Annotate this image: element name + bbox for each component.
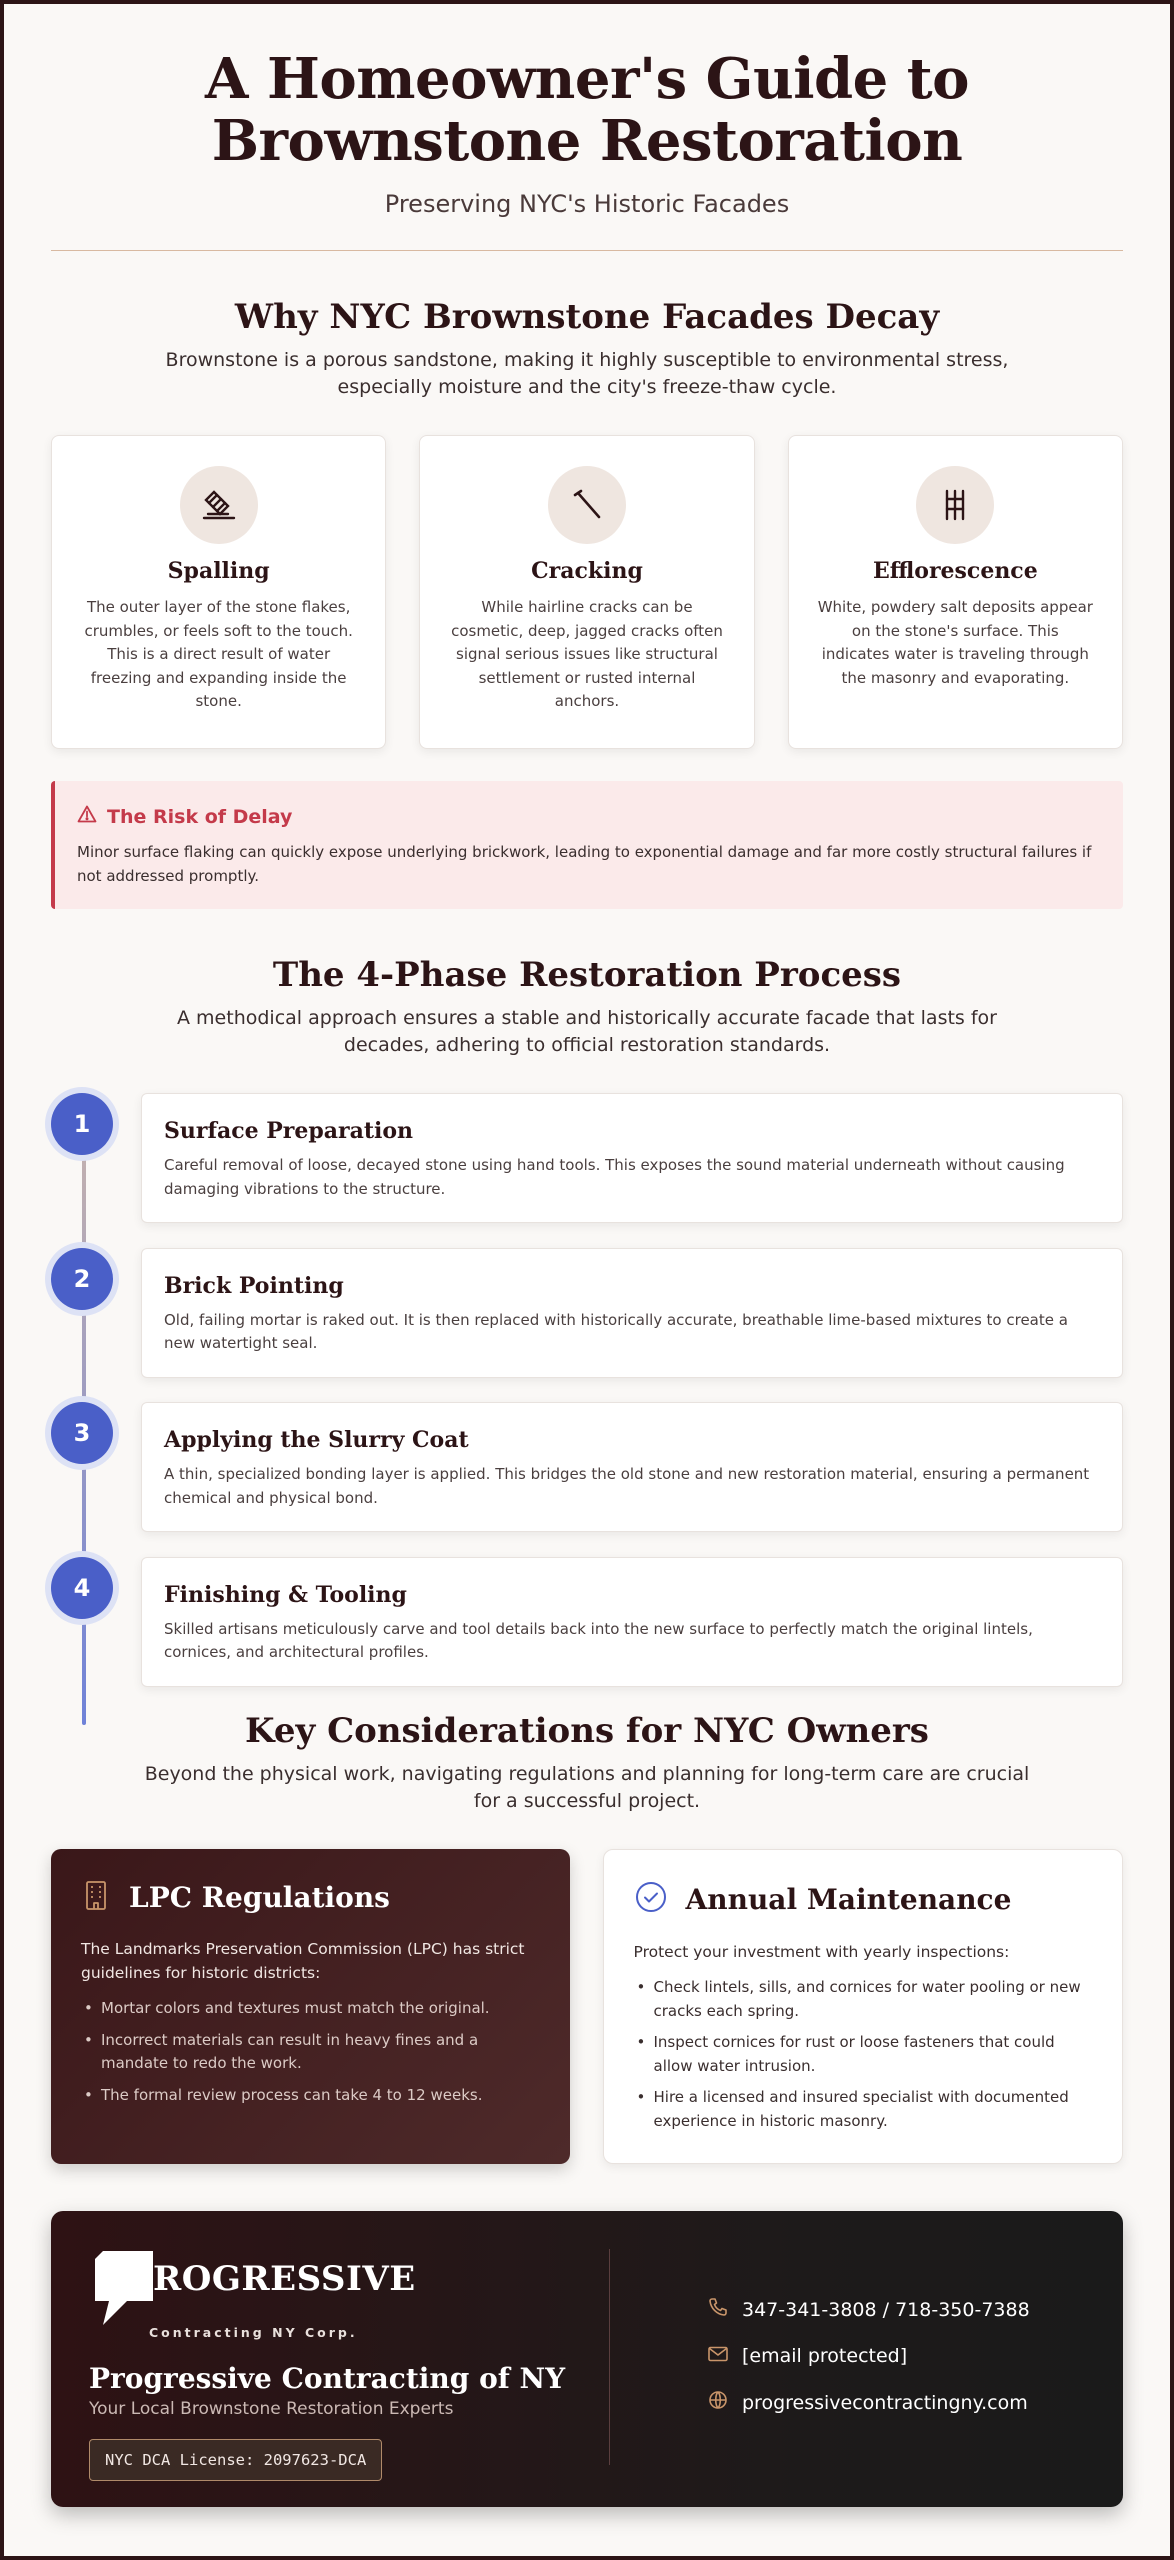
step-number-badge: 1 bbox=[51, 1093, 113, 1155]
step-title: Brick Pointing bbox=[164, 1272, 344, 1299]
phone-icon bbox=[708, 2297, 728, 2322]
decay-card-text: While hairline cracks can be cosmetic, deep, jagged cracks often signal serious issues like structural settlement or rusted internal anchors. bbox=[451, 598, 723, 710]
page-subtitle: Preserving NYC's Historic Facades bbox=[384, 190, 790, 218]
risk-heading bbox=[77, 805, 1099, 828]
website-text: progressivecontractingny.com bbox=[742, 2391, 1028, 2414]
decay-card-cracking bbox=[419, 435, 754, 749]
cracking-icon bbox=[548, 466, 626, 544]
page-header bbox=[51, 4, 1123, 251]
process-section bbox=[51, 955, 1123, 1687]
maintenance-card-header bbox=[634, 1880, 1093, 1918]
process-step bbox=[51, 1248, 1123, 1378]
phone-text: 347-341-3808 / 718-350-7388 bbox=[742, 2298, 1030, 2321]
step-text: Skilled artisans meticulously carve and tool details back into the new surface to perfectly match the original lintels, cornices, and architectural profiles. bbox=[164, 1619, 1033, 1661]
logo-subtitle: Contracting NY Corp. bbox=[149, 2325, 358, 2340]
company-footer bbox=[51, 2211, 1123, 2507]
step-card bbox=[141, 1248, 1123, 1378]
step-text: A thin, specialized bonding layer is applied. This bridges the old stone and new restoration material, ensuring a permanent chemical and physical bond. bbox=[164, 1465, 1090, 1507]
step-card bbox=[141, 1093, 1123, 1223]
email-text: [email protected] bbox=[742, 2345, 908, 2367]
decay-card-spalling bbox=[51, 435, 386, 749]
spalling-icon bbox=[180, 466, 258, 544]
list-item: • Incorrect materials can result in heavy fines and a mandate to redo the work. bbox=[81, 2029, 540, 2076]
decay-section bbox=[51, 297, 1123, 909]
risk-callout bbox=[51, 781, 1123, 909]
decay-card-efflorescence bbox=[788, 435, 1123, 749]
lpc-list bbox=[81, 1997, 540, 2107]
maintenance-list bbox=[634, 1976, 1093, 2133]
decay-cards bbox=[51, 435, 1123, 749]
warning-icon bbox=[77, 805, 97, 828]
logo-mark-icon bbox=[89, 2249, 159, 2329]
check-badge-icon bbox=[634, 1880, 668, 1918]
maintenance-intro: Protect your investment with yearly inspections: bbox=[633, 1943, 1010, 1961]
logo-wordmark: ROGRESSIVE bbox=[153, 2259, 416, 2299]
considerations-cards bbox=[51, 1849, 1123, 2164]
list-item: • The formal review process can take 4 to 12 weeks. bbox=[81, 2084, 540, 2108]
step-text: Careful removal of loose, decayed stone using hand tools. This exposes the sound material underneath without causing damaging vibrations to the structure. bbox=[164, 1156, 1065, 1198]
process-description: A methodical approach ensures a stable and historically accurate facade that lasts for decades, adhering to official restoration standards. bbox=[177, 1007, 997, 1056]
header-divider bbox=[51, 250, 1123, 251]
phone-contact[interactable] bbox=[708, 2297, 1085, 2322]
step-text: Old, failing mortar is raked out. It is then replaced with historically accurate, breathable lime-based mixtures to create a new watertight seal. bbox=[164, 1310, 1068, 1352]
process-title: The 4-Phase Restoration Process bbox=[272, 955, 902, 995]
decay-card-title: Spalling bbox=[167, 558, 270, 584]
decay-card-text: White, powdery salt deposits appear on the stone's surface. This indicates water is traveling through the masonry and evaporating. bbox=[817, 598, 1093, 687]
footer-contacts bbox=[610, 2249, 1085, 2507]
considerations-description: Beyond the physical work, navigating regulations and planning for long-term care are crucial for a successful project. bbox=[144, 1763, 1030, 1812]
step-title: Finishing & Tooling bbox=[164, 1581, 407, 1608]
maintenance-title: Annual Maintenance bbox=[685, 1882, 1012, 1916]
process-timeline bbox=[51, 1093, 1123, 1687]
company-tagline: Your Local Brownstone Restoration Experts bbox=[89, 2399, 454, 2419]
company-logo bbox=[89, 2249, 609, 2340]
decay-card-title: Cracking bbox=[531, 558, 643, 584]
mail-icon bbox=[708, 2345, 728, 2367]
risk-title: The Risk of Delay bbox=[107, 805, 293, 828]
decay-card-title: Efflorescence bbox=[872, 558, 1038, 584]
lpc-card bbox=[51, 1849, 570, 2164]
globe-icon bbox=[708, 2390, 728, 2415]
lpc-intro: The Landmarks Preservation Commission (LPC) has strict guidelines for historic districts: bbox=[81, 1940, 525, 1982]
page-title-line2: Brownstone Restoration bbox=[211, 108, 963, 174]
process-step bbox=[51, 1093, 1123, 1223]
decay-card-text: The outer layer of the stone flakes, crumbles, or feels soft to the touch. This is a direct result of water freezing and expanding inside the stone. bbox=[84, 598, 353, 710]
license-badge: NYC DCA License: 2097623-DCA bbox=[89, 2439, 382, 2481]
step-number-badge: 2 bbox=[51, 1248, 113, 1310]
list-item: • Hire a licensed and insured specialist with documented experience in historic masonry. bbox=[634, 2086, 1093, 2133]
step-number-badge: 3 bbox=[51, 1402, 113, 1464]
lpc-card-header bbox=[81, 1879, 540, 1915]
step-title: Surface Preparation bbox=[164, 1118, 414, 1144]
step-number-badge: 4 bbox=[51, 1557, 113, 1619]
step-title: Applying the Slurry Coat bbox=[164, 1427, 469, 1453]
step-card bbox=[141, 1402, 1123, 1532]
considerations-title: Key Considerations for NYC Owners bbox=[245, 1711, 929, 1751]
email-contact[interactable] bbox=[708, 2345, 1085, 2367]
page-title-line1: A Homeowner's Guide to bbox=[205, 46, 969, 112]
page-title bbox=[51, 48, 1123, 172]
decay-title: Why NYC Brownstone Facades Decay bbox=[234, 297, 940, 337]
footer-brand bbox=[89, 2249, 609, 2507]
step-card bbox=[141, 1557, 1123, 1687]
process-step bbox=[51, 1557, 1123, 1687]
list-item: • Inspect cornices for rust or loose fasteners that could allow water intrusion. bbox=[634, 2031, 1093, 2078]
list-item: • Check lintels, sills, and cornices for water pooling or new cracks each spring. bbox=[634, 1976, 1093, 2023]
process-step bbox=[51, 1402, 1123, 1532]
company-name: Progressive Contracting of NY bbox=[89, 2362, 566, 2395]
risk-text: Minor surface flaking can quickly expose underlying brickwork, leading to exponential damage and far more costly structural failures if not addressed promptly. bbox=[77, 843, 1092, 885]
maintenance-card bbox=[603, 1849, 1124, 2164]
decay-description: Brownstone is a porous sandstone, making it highly susceptible to environmental stress, especially moisture and the city's freeze-thaw cycle. bbox=[165, 349, 1009, 398]
considerations-section bbox=[51, 1711, 1123, 2164]
lpc-title: LPC Regulations bbox=[129, 1880, 390, 1914]
list-item: • Mortar colors and textures must match the original. bbox=[81, 1997, 540, 2021]
website-contact[interactable] bbox=[708, 2390, 1085, 2415]
efflorescence-icon bbox=[916, 466, 994, 544]
building-icon bbox=[81, 1879, 111, 1915]
